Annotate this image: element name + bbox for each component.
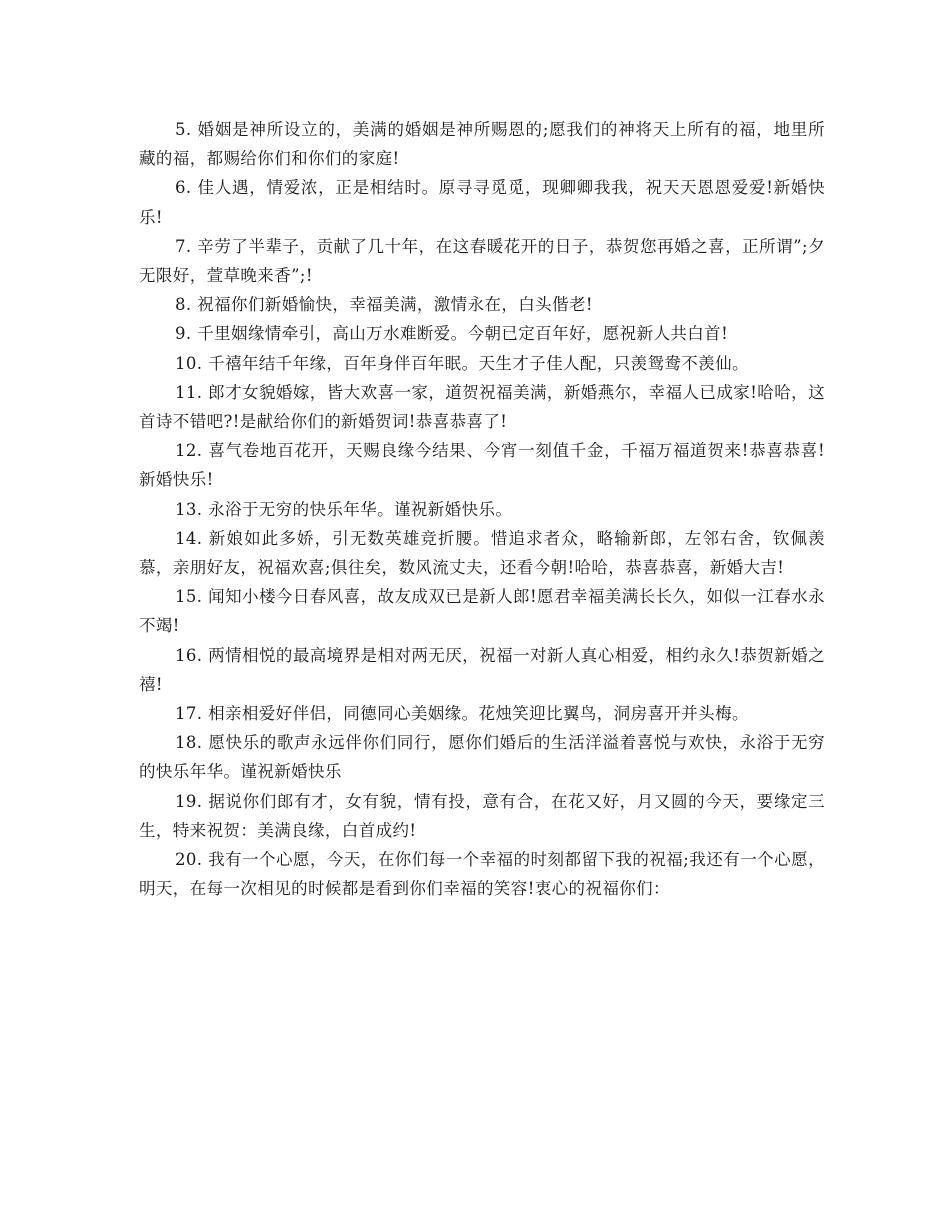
paragraph-19: 19. 据说你们郎有才，女有貌，情有投，意有合，在花又好，月又圆的今天，要缘定三生，特来祝贺：美满良缘，白首成约! — [139, 791, 825, 840]
paragraph-16: 16. 两情相悦的最高境界是相对两无厌，祝福一对新人真心相爱，相约永久!恭贺新婚之禧! — [139, 645, 825, 694]
paragraph-9: 9. 千里姻缘情牵引，高山万水难断爱。今朝已定百年好，愿祝新人共白首! — [175, 324, 729, 344]
paragraph-5: 5. 婚姻是神所设立的，美满的婚姻是神所赐恩的;愿我们的神将天上所有的福，地里所藏的福，都赐给你们和你们的家庭! — [139, 120, 825, 169]
paragraph-11: 11. 郎才女貌婚嫁，皆大欢喜一家，道贺祝福美满，新婚燕尔，幸福人已成家!哈哈，这首诗不错吧?!是献给你们的新婚贺词!恭喜恭喜了! — [139, 382, 825, 432]
paragraph-17: 17. 相亲相爱好伴侣，同德同心美姻缘。花烛笑迎比翼鸟，洞房喜开并头梅。 — [175, 704, 749, 724]
paragraph-8: 8. 祝福你们新婚愉快，幸福美满，激情永在，白头偕老! — [175, 295, 593, 315]
paragraph-7: 7. 辛劳了半辈子，贡献了几十年，在这春暖花开的日子，恭贺您再婚之喜，正所谓”;夕无限好，萱草晚来香”;! — [139, 236, 825, 286]
paragraph-10: 10. 千禧年结千年缘，百年身伴百年眠。天生才子佳人配，只羡鸳鸯不羡仙。 — [175, 353, 749, 373]
paragraph-6: 6. 佳人遇，情爱浓，正是相结时。原寻寻觅觅，现卿卿我我，祝天天恩恩爱爱!新婚快乐! — [139, 178, 825, 227]
document-body — [139, 115, 825, 903]
paragraph-15: 15. 闻知小楼今日春风喜，故友成双已是新人郎!愿君幸福美满长长久，如似一江春水永不竭! — [139, 587, 825, 636]
paragraph-13: 13. 永浴于无穷的快乐年华。谨祝新婚快乐。 — [175, 499, 513, 519]
paragraph-20: 20. 我有一个心愿，今天，在你们每一个幸福的时刻都留下我的祝福;我还有一个心愿，明天，在每一次相见的时候都是看到你们幸福的笑容!衷心的祝福你们： — [139, 850, 825, 899]
paragraph-12: 12. 喜气卷地百花开，天赐良缘今结果、今宵一刻值千金，千福万福道贺来!恭喜恭喜!新婚快乐! — [139, 441, 825, 490]
paragraph-14: 14. 新娘如此多娇，引无数英雄竞折腰。惜追求者众，略输新郎，左邻右舍，钦佩羡慕，亲朋好友，祝福欢喜;俱往矣，数风流丈夫，还看今朝!哈哈，恭喜恭喜，新婚大吉! — [139, 528, 825, 578]
paragraph-18: 18. 愿快乐的歌声永远伴你们同行，愿你们婚后的生活洋溢着喜悦与欢快，永浴于无穷的快乐年华。谨祝新婚快乐 — [139, 733, 825, 782]
